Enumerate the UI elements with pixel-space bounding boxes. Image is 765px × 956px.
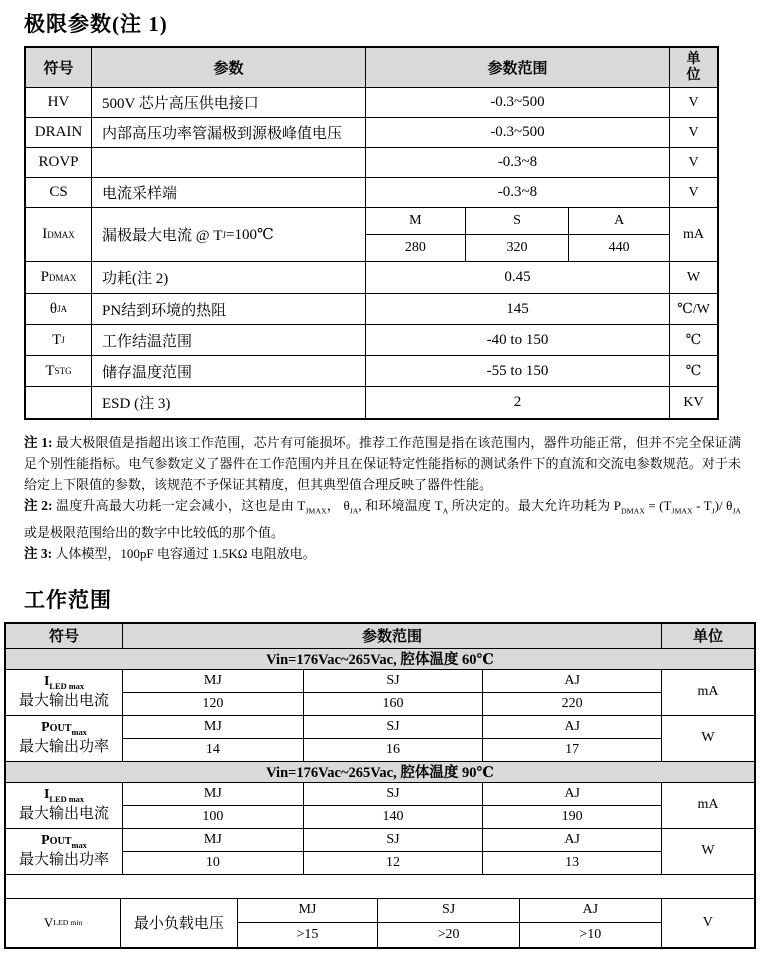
note-1 — [24, 432, 741, 495]
value-cell: 14 — [123, 739, 304, 761]
unit-cell: ℃/W — [677, 301, 710, 317]
note-1-label: 注 1: — [24, 435, 53, 450]
symbol-cell: P DMAX — [26, 262, 92, 293]
condition-band-90c — [6, 762, 754, 783]
variant-cell: SJ — [304, 716, 484, 738]
table-row-cs — [26, 178, 717, 208]
variant-cell: AJ — [582, 902, 599, 918]
value-cell: 320 — [466, 235, 570, 261]
variant-cell: SJ — [304, 783, 484, 805]
value-cell: 17 — [565, 741, 580, 757]
param-cell: 电流采样端 — [92, 178, 366, 207]
note-3-text: 人体模型，100pF 电容通过 1.5KΩ 电阻放电。 — [52, 545, 316, 561]
variant-header-row — [123, 783, 661, 806]
header-range: 参数范围 — [366, 48, 670, 87]
variant-cell: A — [614, 213, 625, 228]
symbol-cell: θ JA — [26, 294, 92, 324]
symbol-cell: ROVP — [26, 148, 92, 177]
unit-cell: V — [688, 154, 699, 170]
param-cell: 500V 芯片高压供电接口 — [92, 88, 366, 117]
value-cell: 16 — [304, 739, 484, 761]
note-3-label: 注 3: — [24, 545, 53, 561]
param-name: 最小负载电压 — [121, 899, 237, 947]
variant-cell: MJ — [123, 716, 304, 738]
table-row-pdmax — [26, 262, 717, 294]
header-unit: 单位 — [692, 629, 723, 646]
symbol-text: $POUT_{max}$ — [41, 833, 87, 850]
header-range: 参数范围 — [123, 624, 662, 648]
variant-cell: AJ — [564, 831, 580, 847]
variant-subtable — [123, 783, 662, 828]
param-cell: 功耗(注 2) — [92, 262, 366, 293]
row-poutmax-60c — [6, 716, 754, 762]
unit-cell: W — [686, 269, 701, 285]
note-3 — [24, 543, 741, 564]
value-cell: 10 — [123, 852, 304, 874]
variant-value-row — [123, 739, 661, 761]
param-name: 最大输出电流 — [18, 693, 109, 710]
table-row-tj — [26, 325, 717, 356]
unit-cell: W — [701, 843, 715, 859]
variant-cell: AJ — [564, 785, 580, 801]
unit-cell: mA — [697, 684, 719, 700]
table-row-theta-ja — [26, 294, 717, 325]
unit-cell: V — [702, 914, 713, 930]
variant-cell: MJ — [123, 670, 304, 692]
value-cell: 190 — [561, 808, 583, 824]
note-1-text: 最大极限值是指超出该工作范围，芯片有可能损坏。推荐工作范围是指在该范围内，器件功能正常，但并不完全保证满足个别性能指标。电气参数定义了器件在工作范围内并且在保证特定性能指标的测试条件下的直流和交流电参数规范。对于未给定上下限值的参数，该规范不予保证其精度，但其典型值合理反映了器件性能。 — [24, 435, 741, 492]
variant-header-row — [123, 829, 661, 852]
table-row-tstg — [26, 356, 717, 387]
table-row-esd — [26, 387, 717, 418]
variant-header-row — [123, 670, 661, 693]
variant-value-row — [238, 923, 661, 947]
range-cell: -55 to 150 — [366, 356, 670, 386]
value-cell: 160 — [304, 693, 484, 715]
unit-cell: mA — [683, 226, 704, 242]
variant-cell: SJ — [304, 670, 484, 692]
unit-cell: ℃ — [685, 332, 702, 348]
variant-value-row — [123, 693, 661, 715]
param-cell: ESD (注 3) — [92, 387, 366, 418]
range-cell: -0.3~500 — [366, 88, 670, 117]
param-cell: 储存温度范围 — [92, 356, 366, 386]
notes-block — [24, 432, 741, 564]
unit-cell: KV — [683, 394, 704, 410]
row-poutmax-90c — [6, 829, 754, 875]
note-2 — [24, 495, 741, 543]
range-cell: 145 — [366, 294, 670, 324]
unit-cell: ℃ — [685, 363, 702, 379]
variant-cell: MJ — [238, 899, 379, 923]
value-cell: 12 — [304, 852, 484, 874]
variant-cell: SJ — [378, 899, 520, 923]
value-cell: 220 — [561, 695, 583, 711]
variant-cell: AJ — [564, 672, 580, 688]
header-symbol: 符号 — [26, 48, 92, 87]
symbol-cell — [6, 670, 123, 715]
variant-cell: M — [366, 208, 466, 234]
symbol-cell — [6, 716, 123, 761]
operating-table-header — [6, 624, 754, 649]
value-cell: 440 — [608, 240, 630, 255]
range-cell: -0.3~8 — [366, 148, 670, 177]
param-cell: PN结到环境的热阻 — [92, 294, 366, 324]
header-symbol: 符号 — [6, 624, 123, 648]
symbol-cell: T STG — [26, 356, 92, 386]
symbol-cell: V LED min — [6, 899, 121, 947]
symbol-text: $I_{LED max}$ — [43, 674, 85, 691]
param-name: 最大输出功率 — [18, 739, 109, 756]
range-cell: -40 to 150 — [366, 325, 670, 355]
variant-cell: MJ — [123, 783, 304, 805]
value-cell: 140 — [304, 806, 484, 828]
variant-subtable — [238, 899, 662, 947]
variant-cell: MJ — [123, 829, 304, 851]
row-vledmin — [6, 899, 754, 947]
range-cell: -0.3~500 — [366, 118, 670, 147]
table-row-hv — [26, 88, 717, 118]
symbol-cell: CS — [26, 178, 92, 207]
param-cell — [92, 148, 366, 177]
table-row-idmax — [26, 208, 717, 262]
param-name: 最大输出功率 — [18, 852, 109, 869]
param-cell: 漏极最大电流 @ T J =100℃ — [92, 208, 366, 261]
table-row-drain — [26, 118, 717, 148]
value-cell: 120 — [123, 693, 304, 715]
variant-header-row — [123, 716, 661, 739]
header-unit — [670, 48, 717, 87]
symbol-text: $I_{LED max}$ — [43, 787, 85, 804]
spacer-cell — [6, 875, 754, 898]
symbol-cell: DRAIN — [26, 118, 92, 147]
unit-cell: V — [688, 94, 699, 110]
value-cell: >20 — [378, 923, 520, 947]
spacer-row — [6, 875, 754, 899]
unit-cell: V — [688, 124, 699, 140]
condition-band-label: Vin=176Vac~265Vac, 腔体温度 90℃ — [266, 765, 494, 782]
unit-cell: V — [688, 184, 699, 200]
limits-table-header — [26, 48, 717, 88]
condition-band-60c — [6, 649, 754, 670]
row-iledmax-60c — [6, 670, 754, 716]
value-cell: >10 — [579, 926, 602, 942]
range-cell: 0.45 — [366, 262, 670, 293]
variant-cell: S — [466, 208, 570, 234]
range-cell: 2 — [366, 387, 670, 418]
param-cell: 工作结温范围 — [92, 325, 366, 355]
value-cell: 13 — [565, 854, 580, 870]
symbol-text: $POUT_{max}$ — [41, 720, 87, 737]
variant-cell: SJ — [304, 829, 484, 851]
variant-header-row — [366, 208, 669, 235]
variant-subtable — [366, 208, 670, 261]
unit-cell: mA — [697, 797, 719, 813]
variant-value-row — [366, 235, 669, 261]
note-2-label: 注 2: — [24, 498, 53, 513]
symbol-cell: I DMAX — [26, 208, 92, 261]
variant-subtable — [123, 716, 662, 761]
condition-band-label: Vin=176Vac~265Vac, 腔体温度 60℃ — [266, 652, 494, 669]
variant-header-row — [238, 899, 661, 924]
limits-table — [24, 46, 719, 420]
unit-cell: W — [701, 730, 715, 746]
note-2-text: 温度升高最大功耗一定会减小，这也是由 $T_{JMAX}$， $\theta_{JA}$, 和环境温度 $T_A$ 所决定的。最大允许功耗为 $P_{DMAX} = (T_{JMAX} - T_J)/$ $\theta_{JA}$ 或是极限范围给出的数字中比较低的那个值。 — [24, 498, 741, 540]
value-cell: 280 — [366, 235, 466, 261]
variant-value-row — [123, 806, 661, 828]
value-cell: >15 — [238, 923, 379, 947]
operating-section-title: 工作范围 — [24, 587, 112, 612]
symbol-cell — [6, 829, 123, 874]
variant-subtable — [123, 670, 662, 715]
header-param: 参数 — [92, 48, 366, 87]
symbol-cell — [6, 783, 123, 828]
symbol-cell — [26, 387, 92, 418]
value-cell: 100 — [123, 806, 304, 828]
row-iledmax-90c — [6, 783, 754, 829]
header-unit-line1: 单 — [686, 52, 701, 68]
limits-section-title: 极限参数(注 1) — [24, 12, 168, 36]
operating-table — [4, 622, 756, 949]
table-row-rovp — [26, 148, 717, 178]
variant-subtable — [123, 829, 662, 874]
param-cell: 内部高压功率管漏极到源极峰值电压 — [92, 118, 366, 147]
variant-cell: AJ — [564, 718, 580, 734]
header-unit-line2: 位 — [686, 67, 701, 83]
range-cell: -0.3~8 — [366, 178, 670, 207]
variant-value-row — [123, 852, 661, 874]
param-name: 最大输出电流 — [18, 806, 109, 823]
symbol-cell: HV — [26, 88, 92, 117]
symbol-cell: T J — [26, 325, 92, 355]
